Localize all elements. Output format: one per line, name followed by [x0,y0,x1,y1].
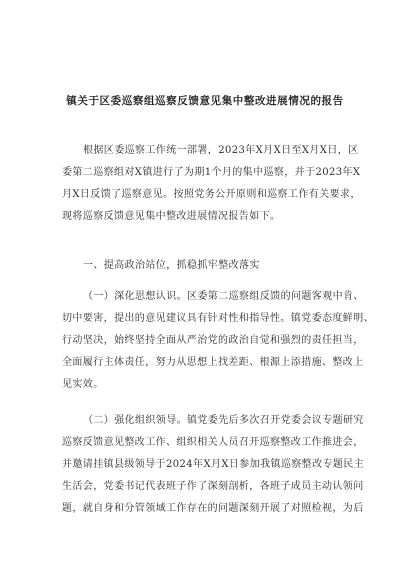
section-heading-1: 一、提高政治站位，抓稳抓牢整改落实 [83,260,260,271]
intro-line: 根据区委巡察工作统一部署，2023年X月X日至X月X日，区 [83,145,359,156]
paragraph-line: （一）深化思想认识。区委第二巡察组反馈的问题客观中肯、 [83,291,364,302]
paragraph-line: 生活会，党委书记代表班子作了深刻剖析，各班子成员主动认领问 [62,481,364,492]
intro-line: 现将巡察反馈意见集中整改进展情况报告如下。 [62,211,281,222]
intro-line: 委第二巡察组对X镇进行了为期1个月的集中巡察，并于2023年X [62,167,361,178]
paragraph-line: 巡察反馈意见整改工作、组织相关人员召开巡察整改工作推进会， [62,437,364,448]
paragraph-line: 全面履行主体责任，努力从思想上找差距、根源上添措施、整改上 [62,357,364,368]
paragraph-line: 切中要害，提出的意见建议具有针对性和指导性。镇党委态度鲜明、 [62,313,374,324]
paragraph-line: 题，就自身和分管领域工作存在的问题深刻开展了对照检视，为后 [62,503,364,514]
intro-paragraph [62,140,361,228]
paragraph-line: 行动坚决，始终坚持全面从严治党的政治自觉和强烈的责任担当， [62,335,364,346]
paragraph-1 [62,286,374,396]
paragraph-line: （二）强化组织领导。镇党委先后多次召开党委会议专题研究 [83,415,364,426]
intro-line: 月X日反馈了巡察意见。按照党务公开原则和巡察工作有关要求， [62,189,361,200]
paragraph-line: 见实效。 [62,379,104,390]
paragraph-2 [62,410,365,520]
paragraph-line: 并邀请挂镇县级领导于2024年X月X日参加我镇巡察整改专题民主 [62,459,365,470]
document-title: 镇关于区委巡察组巡察反馈意见集中整改进展情况的报告 [66,95,344,107]
